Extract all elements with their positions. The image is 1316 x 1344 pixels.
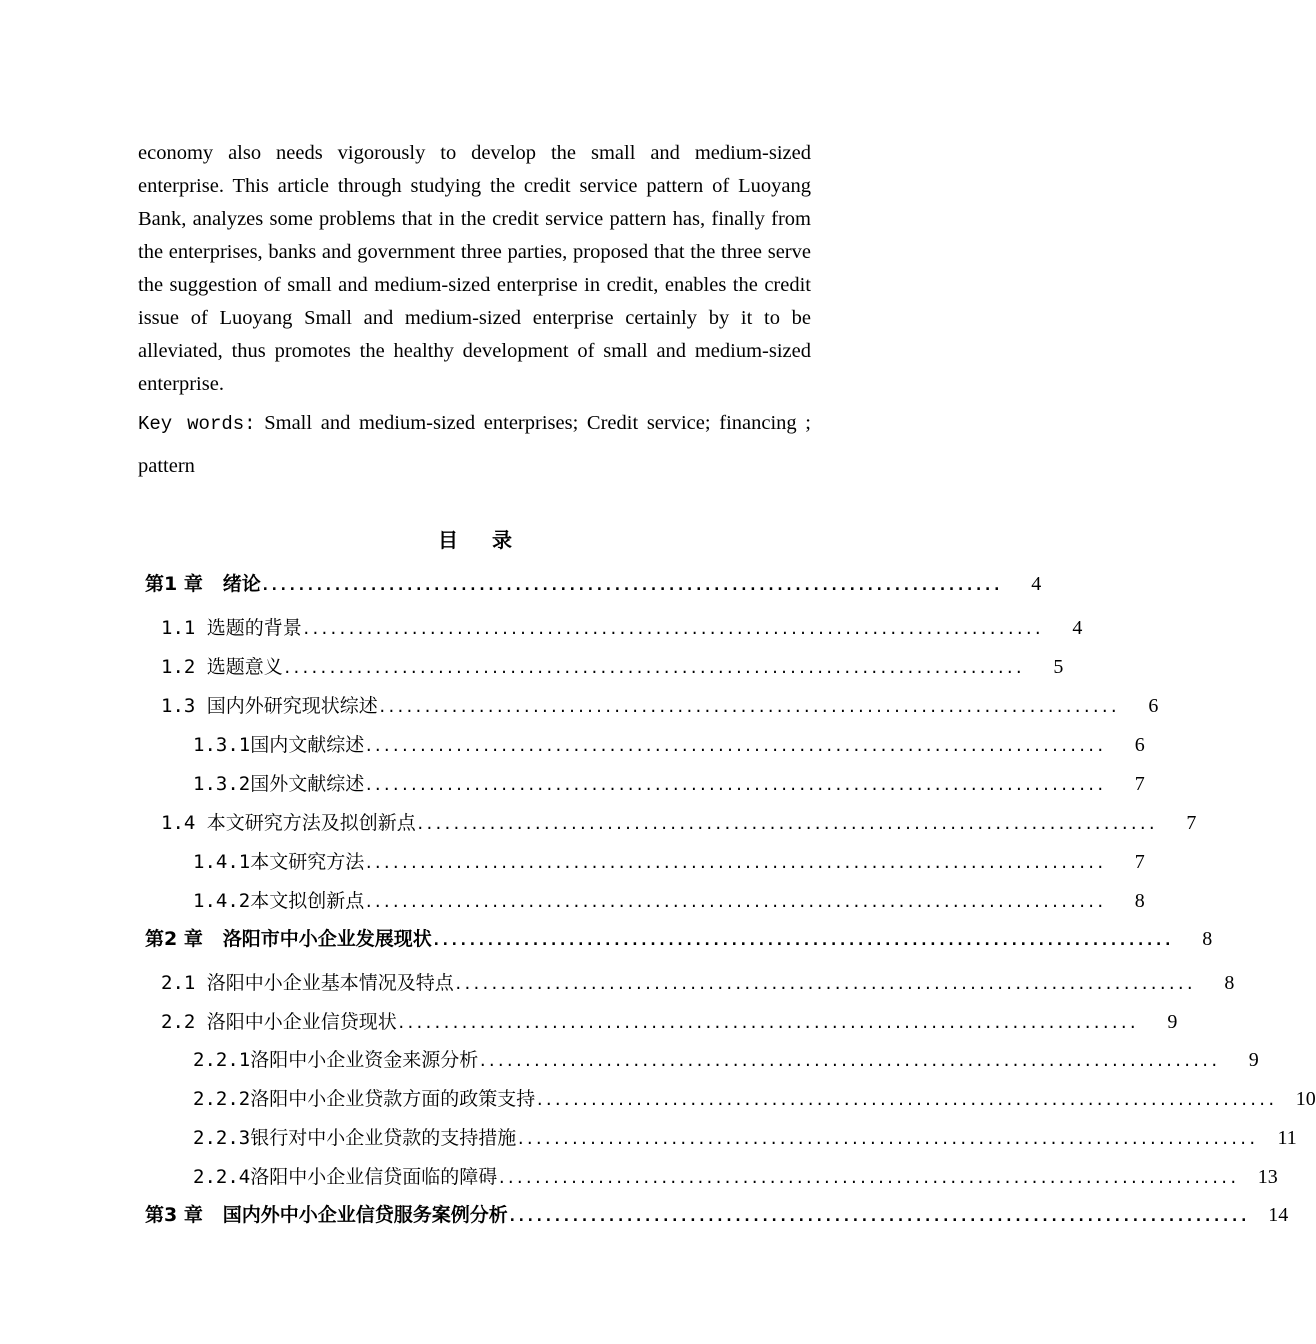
toc-leader-dots: .................................................................................. <box>364 893 1105 911</box>
toc-entry-page: 7 <box>1134 773 1145 795</box>
toc-entry-1-4-1[interactable] <box>193 847 1145 874</box>
toc-entry-number: 第2 章 <box>145 928 203 950</box>
toc-entry-number: 2.1 <box>161 972 196 994</box>
toc-entry-number: 2.2.1 <box>193 1049 251 1071</box>
toc-entry-title: 选题意义 <box>206 656 283 678</box>
toc-entry-chapter-3[interactable] <box>145 1200 1289 1227</box>
toc-entry-title: 绪论 <box>222 573 261 595</box>
toc-leader-dots: .................................................................................. <box>377 698 1119 716</box>
toc-entry-number: 1.3 <box>161 695 196 717</box>
toc-entry-2-2-3[interactable] <box>193 1123 1297 1150</box>
toc-leader-dots: .................................................................................. <box>364 854 1105 872</box>
toc-entry-1-4[interactable] <box>161 808 1197 835</box>
toc-entry-page: 13 <box>1257 1166 1278 1188</box>
toc-entry-page: 6 <box>1148 695 1159 717</box>
toc-entry-number: 第3 章 <box>145 1204 203 1226</box>
toc-entry-page: 7 <box>1134 851 1145 873</box>
toc-entry-number: 2.2.4 <box>193 1166 251 1188</box>
toc-leader-dots: .................................................................................. <box>415 815 1157 833</box>
toc-leader-dots: .................................................................................. <box>507 1207 1249 1225</box>
toc-entry-2-2-4[interactable] <box>193 1162 1278 1189</box>
keywords-text: Small and medium-sized enterprises; Credit service; financing ; pattern <box>138 412 812 477</box>
toc-entry-1-1[interactable] <box>161 613 1083 640</box>
keywords-label: Key words: <box>138 413 256 435</box>
abstract-paragraph: economy also needs vigorously to develop the small and medium-sized enterprise. This article through studying the credit service pattern of Luoyang Bank, analyzes some problems that in the credit service pattern has, finally from the enterprises, banks and government three parties, proposed that the three serve the suggestion of small and medium-sized enterprise in credit, enables the credit issue of Luoyang Small and medium-sized enterprise certainly by it to be alleviated, thus promotes the healthy development of small and medium-sized enterprise. <box>138 142 811 395</box>
toc-entry-page: 5 <box>1053 656 1064 678</box>
toc-leader-dots: .................................................................................. <box>260 576 1002 594</box>
toc-leader-dots: .................................................................................. <box>478 1052 1219 1070</box>
toc-leader-dots: .................................................................................. <box>364 776 1105 794</box>
toc-entry-title: 本文研究方法 <box>250 851 365 873</box>
toc-entry-title: 选题的背景 <box>206 617 302 639</box>
toc-leader-dots: .................................................................................. <box>431 931 1173 949</box>
toc-entry-number: 2.2.3 <box>193 1127 251 1149</box>
toc-leader-dots: .................................................................................. <box>497 1169 1238 1187</box>
toc-entry-number: 1.4.2 <box>193 890 251 912</box>
toc-leader-dots: .................................................................................. <box>453 975 1195 993</box>
toc-entry-title: 洛阳中小企业基本情况及特点 <box>206 972 454 994</box>
toc-leader-dots: .................................................................................. <box>535 1091 1276 1109</box>
toc-entry-2-2-2[interactable] <box>193 1084 1316 1111</box>
toc-entry-title: 银行对中小企业贷款的支持措施 <box>250 1127 517 1149</box>
toc-entry-1-3[interactable] <box>161 691 1159 718</box>
toc-entry-number: 1.3.2 <box>193 773 251 795</box>
toc-entry-number: 2.2 <box>161 1011 196 1033</box>
keywords-line <box>138 402 811 487</box>
toc-leader-dots: .................................................................................. <box>282 659 1024 677</box>
toc-entry-page: 8 <box>1224 972 1235 994</box>
toc-entry-page: 8 <box>1202 928 1213 950</box>
toc-entry-title: 国外文献综述 <box>250 773 365 795</box>
toc-entry-page: 6 <box>1134 734 1145 756</box>
toc-leader-dots: .................................................................................. <box>396 1014 1138 1032</box>
toc-entry-chapter-1[interactable] <box>145 569 1042 596</box>
toc-leader-dots: .................................................................................. <box>364 737 1105 755</box>
toc-entry-number: 第1 章 <box>145 573 203 595</box>
toc-entry-title: 洛阳中小企业信贷面临的障碍 <box>250 1166 498 1188</box>
toc-entry-2-1[interactable] <box>161 968 1235 995</box>
toc-entry-title: 本文拟创新点 <box>250 890 365 912</box>
toc-entry-1-4-2[interactable] <box>193 886 1145 913</box>
toc-entry-page: 4 <box>1072 617 1083 639</box>
toc-entry-1-3-2[interactable] <box>193 769 1145 796</box>
toc-title: 目录 <box>438 528 546 552</box>
toc-entry-page: 8 <box>1134 890 1145 912</box>
toc-entry-title: 本文研究方法及拟创新点 <box>206 812 416 834</box>
toc-entry-1-3-1[interactable] <box>193 730 1145 757</box>
toc-entry-page: 9 <box>1248 1049 1259 1071</box>
toc-leader-dots: .................................................................................. <box>301 620 1043 638</box>
toc-entry-number: 1.1 <box>161 617 196 639</box>
toc-entry-number: 2.2.2 <box>193 1088 251 1110</box>
toc-entry-number: 1.4 <box>161 812 196 834</box>
toc-entry-title: 洛阳中小企业资金来源分析 <box>250 1049 479 1071</box>
toc-entry-title: 洛阳中小企业贷款方面的政策支持 <box>250 1088 536 1110</box>
toc-entry-title: 国内文献综述 <box>250 734 365 756</box>
toc-entry-chapter-2[interactable] <box>145 924 1213 951</box>
toc-entry-page: 14 <box>1268 1204 1289 1226</box>
toc-entry-2-2-1[interactable] <box>193 1045 1259 1072</box>
toc-entry-title: 国内外中小企业信贷服务案例分析 <box>222 1204 508 1226</box>
toc-entry-page: 10 <box>1295 1088 1316 1110</box>
toc-entry-number: 1.2 <box>161 656 196 678</box>
toc-entry-title: 洛阳市中小企业发展现状 <box>222 928 432 950</box>
toc-entry-title: 国内外研究现状综述 <box>206 695 378 717</box>
toc-entry-number: 1.3.1 <box>193 734 251 756</box>
toc-entry-page: 4 <box>1031 573 1042 595</box>
toc-entry-page: 11 <box>1277 1127 1297 1149</box>
toc-entry-number: 1.4.1 <box>193 851 251 873</box>
toc-entry-1-2[interactable] <box>161 652 1064 679</box>
toc-leader-dots: .................................................................................. <box>516 1130 1257 1148</box>
toc-entry-2-2[interactable] <box>161 1007 1178 1034</box>
toc-entry-page: 7 <box>1186 812 1197 834</box>
toc-entry-page: 9 <box>1167 1011 1178 1033</box>
toc-entry-title: 洛阳中小企业信贷现状 <box>206 1011 397 1033</box>
